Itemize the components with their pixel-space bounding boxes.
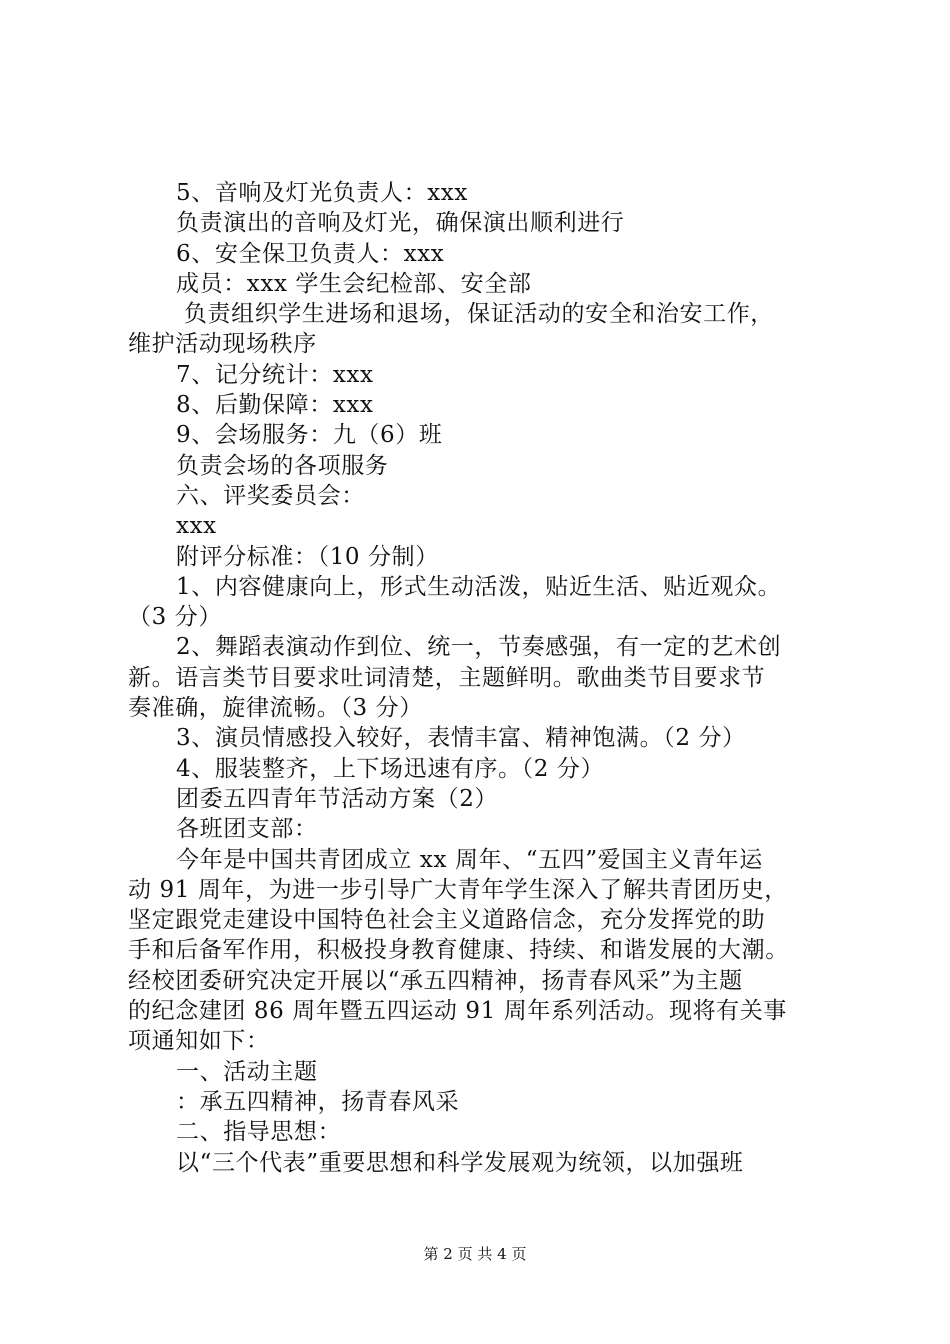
paragraph-line: 项通知如下：	[128, 1028, 270, 1055]
paragraph-line: 经校团委研究决定开展以“承五四精神，扬青春风采”为主题	[128, 967, 743, 994]
paragraph-line: 动 91 周年，为进一步引导广大青年学生深入了解共青团历史，	[128, 876, 788, 903]
salutation: 各班团支部：	[176, 816, 318, 843]
document-subtitle: 团委五四青年节活动方案（2）	[176, 785, 499, 812]
paragraph-line: 负责会场的各项服务	[176, 452, 389, 479]
paragraph-line: 9、会场服务：九（6）班	[176, 422, 443, 449]
section-heading: 一、活动主题	[176, 1058, 318, 1085]
paragraph-line: 维护活动现场秩序	[128, 331, 317, 358]
paragraph-line: 奏准确，旋律流畅。（3 分）	[128, 695, 423, 722]
paragraph-line: 的纪念建团 86 周年暨五四运动 91 周年系列活动。现将有关事	[128, 998, 787, 1025]
paragraph-line: 附评分标准：（10 分制）	[176, 543, 439, 570]
paragraph-line: 5、音响及灯光负责人：xxx	[176, 180, 468, 206]
section-heading: 二、指导思想：	[176, 1119, 342, 1146]
paragraph-line: 手和后备军作用，积极投身教育健康、持续、和谐发展的大潮。	[128, 937, 789, 964]
paragraph-line: 新。语言类节目要求吐词清楚，主题鲜明。歌曲类节目要求节	[128, 664, 766, 691]
paragraph-line: 坚定跟党走建设中国特色社会主义道路信念，充分发挥党的助	[128, 907, 766, 934]
paragraph-line: （3 分）	[128, 604, 222, 631]
paragraph-line: 1、内容健康向上，形式生动活泼，贴近生活、贴近观众。	[176, 573, 782, 600]
paragraph-line: 成员：xxx 学生会纪检部、安全部	[176, 270, 532, 297]
paragraph-line: 以“三个代表”重要思想和科学发展观为统领，以加强班	[176, 1149, 744, 1176]
paragraph-line: 3、演员情感投入较好，表情丰富、精神饱满。（2 分）	[176, 725, 746, 752]
paragraph-line: 7、记分统计：xxx	[176, 361, 374, 388]
paragraph-line: 负责演出的音响及灯光，确保演出顺利进行	[176, 210, 625, 237]
paragraph-line: 2、舞蹈表演动作到位、统一，节奏感强，有一定的艺术创	[176, 634, 782, 661]
paragraph-line: 负责组织学生进场和退场，保证活动的安全和治安工作，	[176, 301, 774, 328]
paragraph-line: ：承五四精神，扬青春风采	[176, 1088, 460, 1115]
document-body	[128, 178, 840, 1178]
paragraph-line: 8、后勤保障：xxx	[176, 392, 374, 419]
paragraph-line: xxx	[176, 513, 217, 540]
section-heading: 六、评奖委员会：	[176, 482, 365, 509]
page-number-footer: 第 2 页 共 4 页	[423, 1245, 527, 1263]
paragraph-line: 4、服装整齐，上下场迅速有序。（2 分）	[176, 755, 605, 782]
paragraph-line: 今年是中国共青团成立 xx 周年、“五四”爱国主义青年运	[176, 846, 763, 873]
paragraph-line: 6、安全保卫负责人：xxx	[176, 240, 445, 267]
